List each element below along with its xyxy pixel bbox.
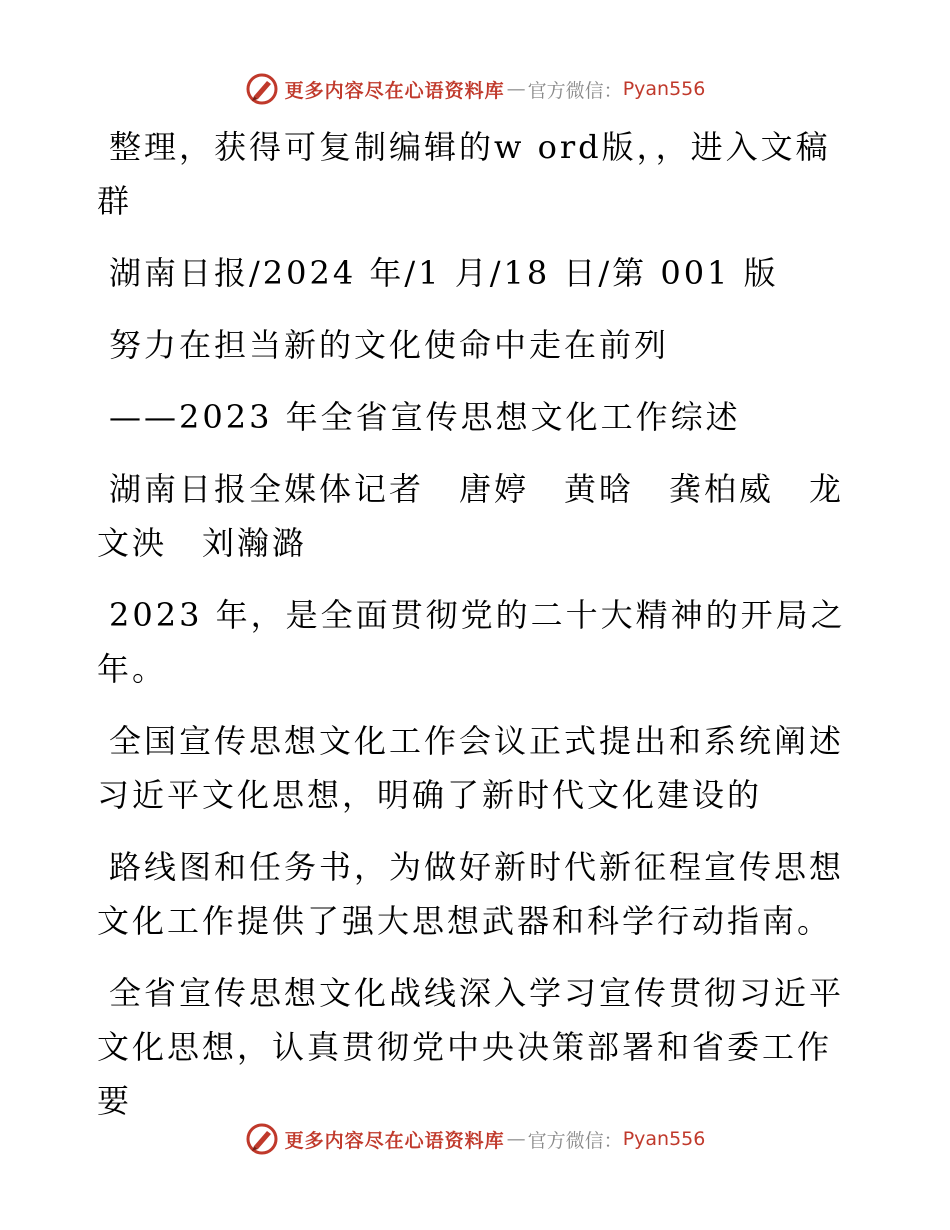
watermark-wechat-label: 官方微信：	[527, 1129, 623, 1152]
watermark-text: 更多内容尽在心语资料库	[284, 1129, 505, 1152]
document-body	[97, 120, 857, 1146]
watermark-wechat-id: Pyan556	[622, 1128, 706, 1150]
watermark-wechat-label: 官方微信：	[527, 79, 623, 102]
pen-logo-icon	[245, 1122, 279, 1156]
paragraph-body: 2023 年，是全面贯彻党的二十大精神的开局之年。	[97, 596, 846, 688]
paragraph-byline: 湖南日报全媒体记者 唐婷 黄晗 龚柏威 龙文泱 刘瀚潞	[97, 470, 845, 562]
watermark-text: 更多内容尽在心语资料库	[284, 79, 505, 102]
watermark-dash: —	[506, 1128, 526, 1150]
article-title: 努力在担当新的文化使命中走在前列	[109, 326, 670, 364]
paragraph-source: 湖南日报/2024 年/1 月/18 日/第 001 版	[109, 254, 779, 292]
watermark-dash: —	[506, 78, 526, 100]
watermark-wechat-id: Pyan556	[622, 78, 706, 100]
footer-watermark	[0, 1122, 950, 1156]
paragraph-intro: 整理，获得可复制编辑的w ord版，，进入文稿群	[97, 128, 831, 220]
pen-logo-icon	[245, 72, 279, 106]
paragraph-body: 全省宣传思想文化战线深入学习宣传贯彻习近平文化思想，认真贯彻党中央决策部署和省委工作要	[97, 974, 845, 1120]
paragraph-body: 路线图和任务书，为做好新时代新征程宣传思想文化工作提供了强大思想武器和科学行动指南。	[97, 848, 845, 940]
paragraph-body: 全国宣传思想文化工作会议正式提出和系统阐述习近平文化思想，明确了新时代文化建设的	[97, 722, 845, 814]
article-subtitle: ——2023 年全省宣传思想文化工作综述	[109, 398, 741, 436]
header-watermark	[0, 72, 950, 106]
